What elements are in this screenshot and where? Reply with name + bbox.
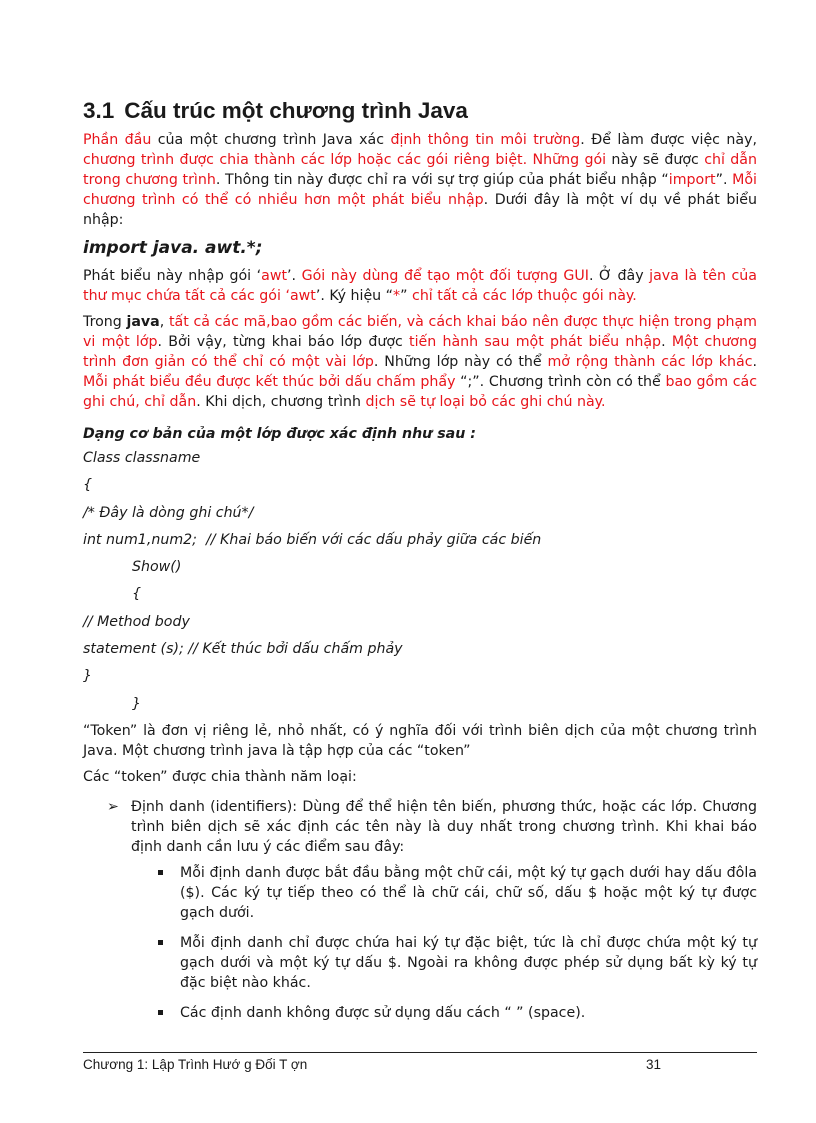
text-run: này sẽ được [606, 152, 705, 168]
text-run: chỉ dẫn trong chương trình [83, 152, 757, 188]
token-categories: Các “token” được chia thành năm loại: [83, 768, 357, 785]
text-run: . [752, 354, 758, 370]
class-form-heading: Dạng cơ bản của một lớp được xác định như sau : [83, 426, 476, 442]
text-run: định thông tin môi trường [390, 132, 581, 148]
section-title: Cấu trúc một chương trình Java [124, 98, 468, 123]
text-run: Phần đầu [83, 132, 152, 148]
text-run: ’. Ký hiệu “ [315, 288, 394, 304]
text-run: Gói này dùng để tạo một đối tượng GUI [301, 268, 589, 284]
text-run: . Dưới đây là một ví dụ về phát biểu nhập: [83, 192, 757, 228]
text-run: tiến hành sau một phát biểu nhập [409, 334, 662, 350]
text-run: ”. [715, 172, 733, 188]
text-run: . [661, 334, 672, 350]
text-run: . Thông tin này được chỉ ra với sự trợ giúp của phát biểu nhập “ [215, 172, 669, 188]
square-bullet-icon [158, 870, 163, 875]
text-run: import [668, 172, 716, 188]
footer-chapter: Chương 1: Lập Trình Hướ g Đối T ợn [83, 1057, 308, 1072]
text-run: . Bởi vậy, từng khai báo lớp được [157, 334, 410, 350]
square-bullet-icon [158, 940, 163, 945]
code-line: // Method body [83, 613, 190, 630]
list-item [155, 1003, 757, 1023]
text-run: bao gồm các ghi chú, chỉ dẫn [83, 374, 758, 410]
text-run: chỉ tất cả các lớp thuộc gói này. [412, 288, 637, 304]
text-run: Một chương trình đơn giản có thể chỉ có một vài lớp [83, 334, 757, 370]
import-explanation [83, 266, 757, 306]
text-run-bold: java [126, 314, 160, 330]
text-run: . Để làm được việc này, [580, 132, 757, 148]
text-run: Phát biểu này nhập gói ‘ [83, 268, 262, 284]
text-run: java là tên của thư mục chứa tất cả các gói ‘awt [83, 268, 757, 304]
list-item-text: Mỗi định danh chỉ được chứa hai ký tự đặc biệt, tức là chỉ được chứa một ký tự gạch dưới và một ký tự dấu $. Ngoài ra không được phép sử dụng bất kỳ ký tự đặc biệt nào khác. [180, 934, 757, 991]
intro-paragraph [83, 130, 757, 230]
list-item [155, 933, 757, 993]
document-page [83, 96, 757, 1033]
code-line: Class classname [83, 450, 201, 466]
code-line: } [132, 695, 142, 712]
code-line: int num1,num2; // Khai báo biến với các dấu phảy giữa các biến [83, 531, 542, 548]
token-definition: “Token” là đơn vị riêng lẻ, nhỏ nhất, có ý nghĩa đối với trình biên dịch của một chương trình Java. Một chương trình java là tập hợp của các “token” [83, 722, 757, 759]
page-number: 31 [645, 1057, 661, 1072]
text-run: chương trình được chia thành các lớp hoặc các gói riêng biệt. Những gói [83, 152, 607, 168]
section-heading [83, 96, 757, 126]
text-run: “;”. Chương trình còn có thể [455, 374, 666, 390]
list-item-text: Các định danh không được sử dụng dấu cách “ ” (space). [180, 1004, 586, 1021]
identifiers-text: Định danh (identifiers): Dùng để thể hiện tên biến, phương thức, hoặc các lớp. Chương trình biên dịch sẽ xác định các tên này là duy nhất trong chương trình. Khi khai báo định danh cần lưu ý các điểm sau đây: [131, 798, 757, 855]
code-line: } [83, 668, 93, 685]
code-line: { [132, 586, 142, 603]
text-run: dịch sẽ tự loại bỏ các ghi chú này. [365, 394, 606, 410]
page-footer [83, 1057, 757, 1073]
text-run: . Những lớp này có thể [373, 354, 548, 370]
list-item-text: Mỗi định danh được bắt đầu bằng một chữ cái, một ký tự gạch dưới hay dấu đôla ($). Các ký tự tiếp theo có thể là chữ cái, chữ số, dấu $ hoặc một ký tự được gạch dưới. [180, 864, 757, 921]
footer-divider [83, 1052, 757, 1053]
code-sample [83, 448, 757, 721]
text-run: awt [261, 268, 288, 284]
import-example: import java. awt.*; [83, 238, 263, 258]
text-run: . Ở đây [588, 268, 650, 284]
text-run: ’. [287, 268, 302, 284]
text-run: mở rộng thành các lớp khác [547, 354, 753, 370]
code-line: /* Đây là dòng ghi chú*/ [83, 504, 254, 521]
text-run: Trong [83, 314, 127, 330]
text-run: ” [400, 288, 413, 304]
text-run: . Khi dịch, chương trình [196, 394, 366, 410]
list-item [155, 863, 757, 923]
code-line: { [83, 477, 93, 494]
text-run: , [159, 314, 169, 330]
java-classes-paragraph [83, 312, 757, 412]
text-run: của một chương trình Java xác [151, 132, 391, 148]
code-line: statement (s); // Kết thúc bởi dấu chấm phảy [83, 641, 403, 658]
identifiers-bullet [107, 797, 757, 857]
text-run: * [393, 288, 401, 304]
text-run: tất cả các mã,bao gồm các biến, và cách khai báo nên được thực hiện trong phạm vi một lớp [83, 314, 757, 350]
arrow-bullet-icon: ➢ [107, 798, 119, 815]
text-run: Mỗi chương trình có thể có nhiều hơn một phát biểu nhập [83, 172, 757, 208]
text-run: Mỗi phát biểu đều được kết thúc bởi dấu chấm phẩy [83, 374, 456, 390]
code-line: Show() [132, 559, 182, 576]
section-number: 3.1 [83, 98, 115, 123]
square-bullet-icon [158, 1010, 163, 1015]
